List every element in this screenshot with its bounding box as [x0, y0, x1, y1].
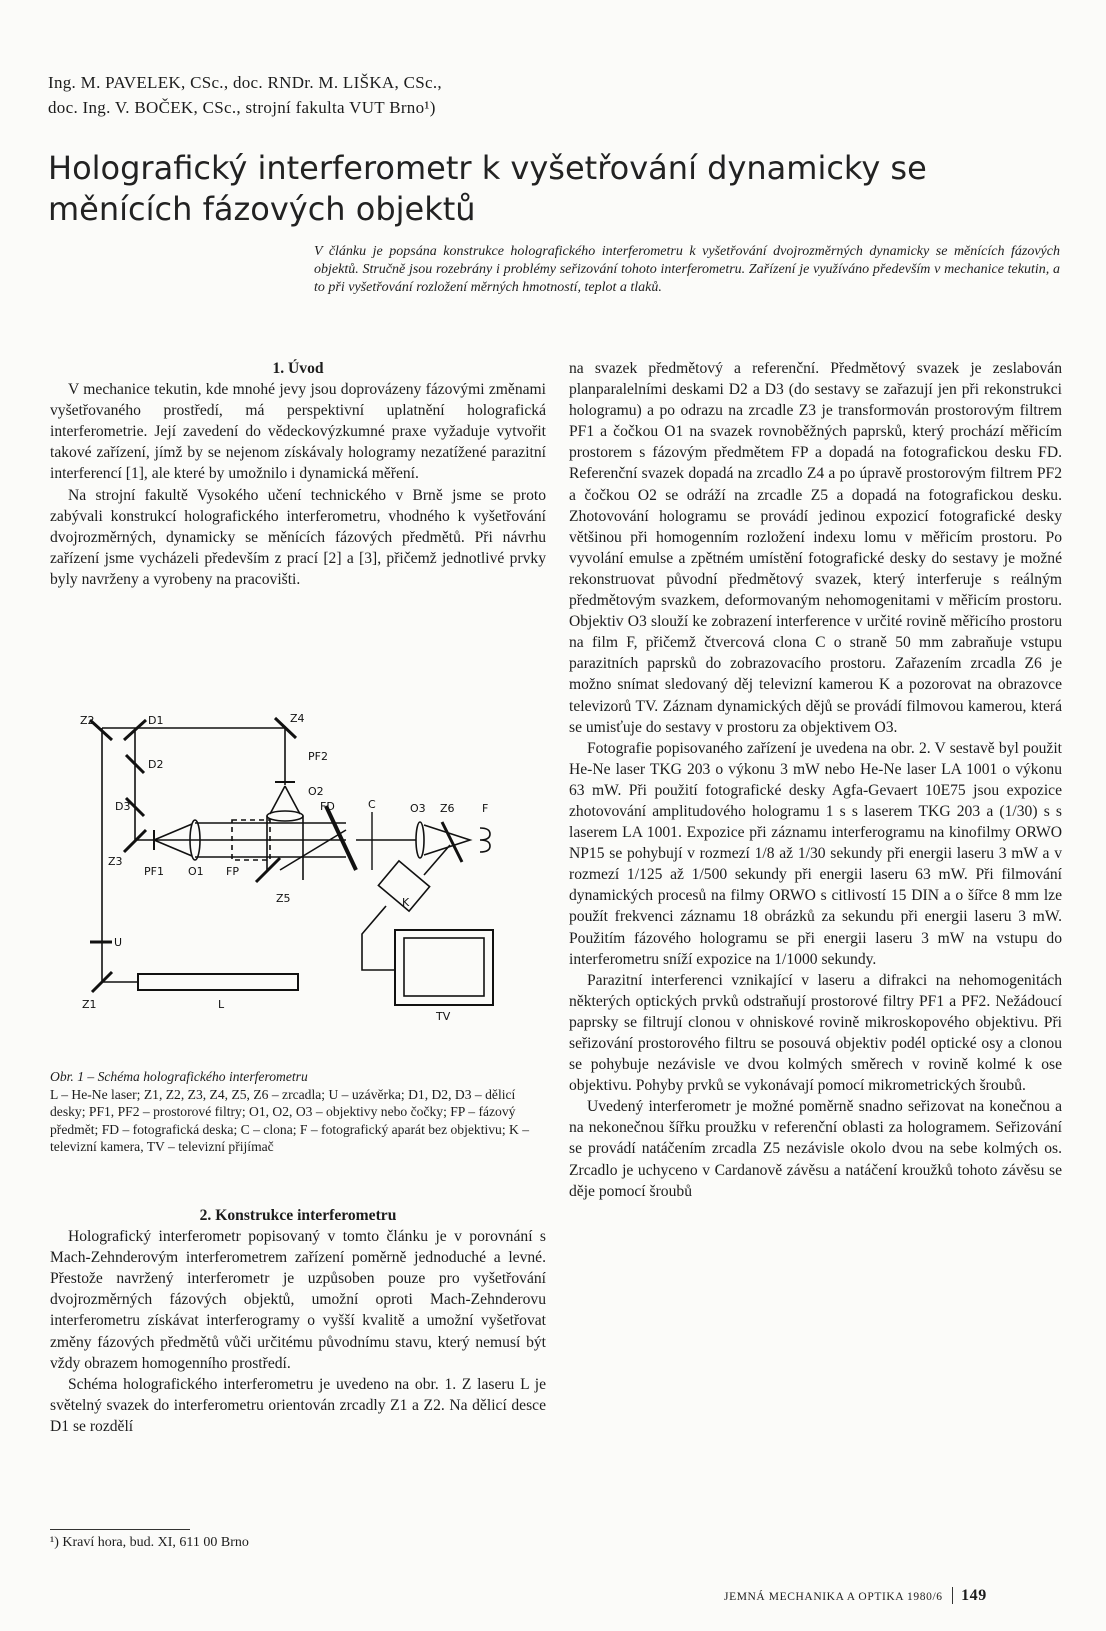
section-2-paragraph-1: Holografický interferometr popisovaný v tomto článku je v porovnání s Mach-Zehnderovým interferometrem zařízení poměrně jednoduché a levné. Přestože navržený interferometr je uzpůsoben pouze pro vyšetřování dvojrozměrných fázových objektů, umožní oproti Mach-Zehnderovu interferometru získávat interferogramy o vyšší kvalitě a umožní vyšetřovat změny fázových předmětů vůči určitému původnímu stavu, který nemusí být vždy obrazem homogenního prostředí.: [50, 1228, 546, 1372]
journal-name: JEMNÁ MECHANIKA A OPTIKA 1980/6: [724, 1591, 943, 1603]
right-paragraph-1: na svazek předmětový a referenční. Předmětový svazek je zeslabován planparalelními deskami D2 a D3 (do sestavy se zařazují jen při rekonstrukci hologramu) a po odrazu na zrcadle Z3 je transformován prostorovým filtrem PF1 a čočkou O1 na svazek rovnoběžných paprsků, který prochází měřicím prostorem s fázovým předmětem FP a dopadá na fotografickou desku FD. Referenční svazek dopadá na zrcadlo Z4 a po úpravě prostorovým filtrem PF2 a čočkou O2 se odráží na zrcadle Z5 a dopadá na fotografickou desku. Zhotovování hologramu se provádí jedinou expozicí fotografické desky většinou při homogenním rozložení indexu lomu v měřicím prostoru. Po vyvolání emulse a zpětném umístění fotografické desky do sestavy je možné rekonstruovat původní předmětový svazek, který interferuje s reálným předmětovým svazkem, deformovaným nehomogenitami v měřicím prostoru. Objektiv O3 slouží ke zobrazení interference v určité rovině měřicího prostoru na film F, přičemž čtvercová clona C o straně 50 mm zabraňuje vstupu parazitních paprsků do zobrazovacího prostoru. Zařazením zrcadla Z6 je možno snímat sledovaný děj televizní kamerou K a pozorovat na obrazovce televizorů TV. Záznam dynamických dějů se provádí filmovou kamerou, která se umisťuje do sestavy v prostoru za objektivem O3.: [569, 360, 1062, 736]
tv-receiver: [395, 930, 493, 1005]
pf2-cone: [270, 786, 300, 814]
section-1-paragraph-1: V mechanice tekutin, kde mnohé jevy jsou doprovázeny fázovými změnami vyšetřovaného prostředí, má perspektivní uplatnění holografická interferometrie. Její zavedení do vědeckovýzkumné praxe vyžaduje vytvořit takové zařízení, jímž by se nejenom získávaly hologramy nezatížené parazitní interferencí [1], ale které by umožnilo i dynamická měření.: [50, 381, 546, 483]
label-c: C: [368, 798, 376, 811]
figure-1-caption: [50, 1068, 546, 1156]
label-d2: D2: [148, 758, 164, 771]
label-o3: O3: [410, 802, 426, 815]
label-u: U: [114, 936, 123, 949]
label-pf2: PF2: [308, 750, 328, 763]
abstract: V článku je popsána konstrukce holografického interferometru k vyšetřování dvojrozměrných dynamicky se měnících fázových objektů. Stručně jsou rozebrány i problémy seřizování tohoto interferometru. Zařízení je využíváno především v mechanice tekutin, a to při vyšetřování rozložení měrných hmotností, teplot a tlaků.: [314, 244, 1060, 295]
label-z2: Z2: [80, 714, 95, 727]
section-2-paragraph-2: Schéma holografického interferometru je uvedeno na obr. 1. Z laseru L je světelný svazek do interferometru orientován zrcadly Z1 a Z2. Na dělicí desce D1 se rozdělí: [50, 1375, 546, 1435]
tv-screen: [404, 938, 484, 996]
laser-l: [138, 974, 298, 990]
right-paragraph-4: Uvedený interferometr je možné poměrně snadno seřizovat na konečnou a na nekonečnou šířku proužku v referenční oblasti za hologramem. Seřizování se provádí natáčením zrcadla Z5 nezávisle okolo dvou na sebe kolmých os. Zrcadlo je uchyceno v Cardanově závěsu a natáčení kroužků tohoto závěsu se děje pomocí šroubů: [569, 1098, 1062, 1200]
label-o1: O1: [188, 865, 204, 878]
section-1-paragraph-2: Na strojní fakultě Vysokého učení technického v Brně jsme se proto zabývali konstrukcí holografického interferometru, vhodného k vyšetřování dvojrozměrných, dynamicky se měnících fázových předmětů. Při návrhu zařízení jsme vycházeli především z prací [2] a [3], přičemž jednotlivé prvky byly navrženy a vyrobeny na pracovišti.: [50, 486, 546, 588]
lens-o2: [267, 811, 303, 821]
lens-o3: [416, 822, 424, 858]
label-k: K: [402, 896, 410, 909]
label-f: F: [482, 802, 489, 815]
right-paragraph-2: Fotografie popisovaného zařízení je uvedena na obr. 2. V sestavě byl použit He-Ne laser TKG 203 o výkonu 3 mW nebo He-Ne laser LA 1001 o výkonu 63 mW. Při použití fotografické desky Agfa-Gevaert 10E75 jsou expozice zhotovování amplitudového hologramu 1 s s laserem TKG 203 a (1/30) s s laserem LA 1001. Expozice při záznamu interferogramu na kinofilmy ORWO NP15 se pohybují v rozmezí 1/8 až 1/30 sekundy při energii laseru 3 mW a v rozmezí 1/125 až 1/500 sekundy při energii laseru 63 mW. Při filmování dynamických procesů na filmy ORWO s citlivostí 15 DIN a o šířce 8 mm lze použít frekvenci záznamu 18 obrázků za sekundu při energii laseru 3 mW. Použitím fázového hologramu se při energii laseru 3 mW na vstupu do interferometru sníží expozice na 1/1000 sekundy.: [569, 739, 1062, 968]
figure-1-schematic: [50, 712, 550, 1065]
authors: [48, 70, 748, 120]
page-footer: [724, 1587, 1064, 1605]
footnote-divider: [50, 1529, 190, 1530]
left-column-top: [50, 358, 546, 590]
label-tv: TV: [436, 1010, 451, 1023]
label-fd: FD: [320, 800, 335, 813]
page-number: 149: [952, 1587, 987, 1604]
caption-text: L – He-Ne laser; Z1, Z2, Z3, Z4, Z5, Z6 – zrcadla; U – uzávěrka; D1, D2, D3 – dělicí desky; PF1, PF2 – prostorové filtry; O1, O2, O3 – objektivy nebo čočky; FP – fázový předmět; FD – fotografická deska; C – clona; F – fotografický aparát bez objektivu; K – televizní kamera, TV – televizní přijímač: [50, 1086, 530, 1154]
interferometer-diagram: [50, 712, 550, 1065]
label-z5: Z5: [276, 892, 291, 905]
label-z4: Z4: [290, 712, 305, 725]
camera-f: [480, 828, 490, 852]
label-d3: D3: [115, 800, 131, 813]
label-l: L: [218, 998, 225, 1011]
left-column-bottom: [50, 1205, 546, 1437]
authors-line-2: doc. Ing. V. BOČEK, CSc., strojní fakulta VUT Brno¹): [48, 98, 436, 117]
label-z1: Z1: [82, 998, 97, 1011]
holographic-plate-fd: [326, 806, 356, 870]
label-fp: FP: [226, 865, 239, 878]
article-title: Holografický interferometr k vyšetřování dynamicky se měnících fázových objektů: [48, 149, 927, 228]
mirror-z6: [442, 822, 462, 862]
label-pf1: PF1: [144, 865, 164, 878]
right-column: [569, 358, 1062, 1202]
label-z6: Z6: [440, 802, 455, 815]
right-paragraph-3: Parazitní interferenci vznikající v laseru a difrakci na nehomogenitách některých optických prvků odstraňují prostorové filtry PF1 a PF2. Nežádoucí paprsky se filtrují clonou v ohniskové rovině mikroskopového objektivu. Při seřizování prostorového filtru se posouvá objektiv podél optické osy a clonou se pohybuje nezávisle ve dvou kolmých směrech v rovině kolmé k ose objektivu. Pohyby prvků se vykonávají pomocí mikrometrických šroubů.: [569, 971, 1062, 1095]
caption-title: Obr. 1 – Schéma holografického interferometru: [50, 1069, 308, 1084]
mirror-z5: [256, 858, 280, 882]
section-1-heading: 1. Úvod: [272, 360, 324, 377]
authors-line-1: Ing. M. PAVELEK, CSc., doc. RNDr. M. LIŠKA, CSc.,: [48, 73, 442, 92]
section-2-heading: 2. Konstrukce interferometru: [199, 1207, 397, 1224]
label-z3: Z3: [108, 855, 123, 868]
footnote: ¹) Kraví hora, bud. XI, 611 00 Brno: [50, 1535, 249, 1550]
k-tv-cable: [362, 906, 395, 970]
label-o2: O2: [308, 785, 324, 798]
label-d1: D1: [148, 714, 164, 727]
